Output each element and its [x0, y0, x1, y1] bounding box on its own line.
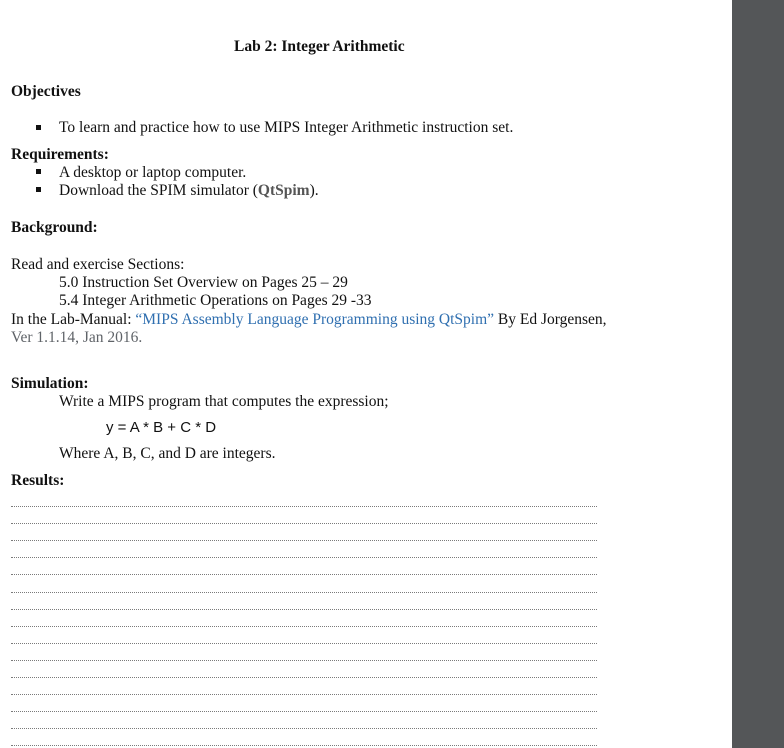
results-answer-line — [11, 677, 597, 678]
qtspim-label: QtSpim — [257, 182, 310, 199]
viewer-background — [732, 0, 784, 748]
results-answer-line — [11, 694, 597, 695]
requirement-spim-suffix: ). — [309, 182, 319, 199]
results-heading: Results: — [11, 472, 65, 489]
lab-manual-version: Ver 1.1.14, Jan 2016. — [11, 329, 143, 346]
results-answer-line — [11, 728, 597, 729]
background-heading: Background: — [11, 219, 98, 236]
results-answer-line — [11, 557, 597, 558]
results-answer-line — [11, 574, 597, 575]
lab-manual-reference — [11, 311, 607, 329]
simulation-note: Where A, B, C, and D are integers. — [59, 445, 276, 462]
background-section-5-4: 5.4 Integer Arithmetic Operations on Pages 29 -33 — [59, 292, 372, 309]
simulation-expression: y = A * B + C * D — [106, 419, 217, 436]
results-answer-line — [11, 660, 597, 661]
results-answer-line — [11, 506, 597, 507]
bullet-icon — [36, 187, 41, 192]
bullet-icon — [36, 125, 41, 130]
simulation-heading: Simulation: — [11, 375, 89, 392]
bullet-icon — [36, 169, 41, 174]
requirement-item-computer: A desktop or laptop computer. — [59, 164, 247, 181]
results-answer-line — [11, 745, 597, 746]
lab-manual-link[interactable]: “MIPS Assembly Language Programming using QtSpim” — [135, 311, 495, 328]
requirements-heading: Requirements: — [11, 146, 109, 163]
results-answer-line — [11, 609, 597, 610]
requirement-spim-prefix: Download the SPIM simulator ( — [59, 182, 258, 199]
results-answer-line — [11, 523, 597, 524]
results-answer-line — [11, 643, 597, 644]
results-answer-line — [11, 592, 597, 593]
objective-item: To learn and practice how to use MIPS Integer Arithmetic instruction set. — [59, 119, 514, 136]
results-answer-line — [11, 540, 597, 541]
document-title: Lab 2: Integer Arithmetic — [234, 38, 405, 55]
requirement-item-spim — [59, 182, 319, 200]
background-section-5-0: 5.0 Instruction Set Overview on Pages 25 – 29 — [59, 274, 348, 291]
lab-manual-author: By Ed Jorgensen, — [494, 311, 607, 328]
results-answer-line — [11, 626, 597, 627]
results-answer-line — [11, 711, 597, 712]
lab-manual-prefix: In the Lab-Manual: — [11, 311, 136, 328]
simulation-instruction: Write a MIPS program that computes the expression; — [59, 393, 389, 410]
objectives-heading: Objectives — [11, 83, 81, 100]
background-intro: Read and exercise Sections: — [11, 256, 185, 273]
